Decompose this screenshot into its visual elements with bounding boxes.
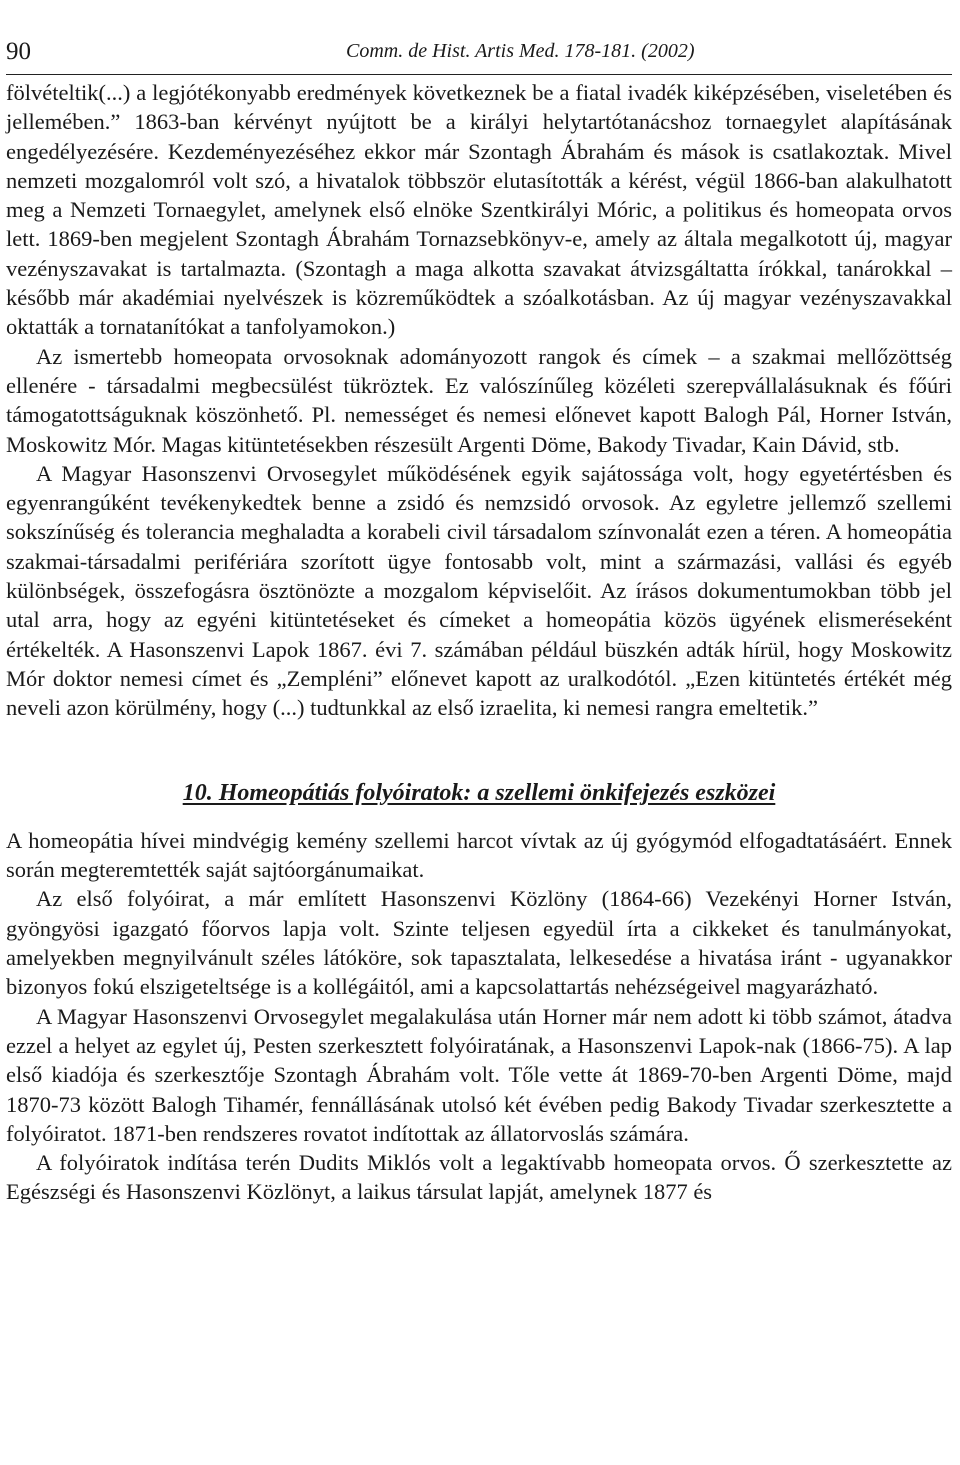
section-heading: 10. Homeopátiás folyóiratok: a szellemi önkifejezés eszközei (182, 779, 776, 806)
paragraph: Az ismertebb homeopata orvosoknak adományozott rangok és címek – a szakmai mellőzöttség ellenére - társadalmi megbecsülést tükröztek. Ez valószínűleg közéleti szerepvállalásuknak és főúri támogatottságuknak köszönhető. Pl. nemességet és nemesi előnevet kapott Balogh Pál, Horner István, Moskowitz Mór. Magas kitüntetésekben részesült Argenti Döme, Bakody Tivadar, Kain Dávid, stb. (6, 343, 952, 457)
body-text (6, 78, 952, 1207)
paragraph: fölvételtik(...) a legjótékonyabb eredmények következnek be a fiatal ivadék kiképzésében, viseletében és jellemében.” 1863-ban kérvényt nyújtott be a királyi helytartótanácshoz tornaegylet alapításának engedélyezésére. Kezdeményezéséhez ekkor már Szontagh Ábrahám és mások is csatlakoztak. Mivel nemzeti mozgalomról volt szó, a hivatalok többször elutasították a kérést, végül 1866-ban alakulhatott meg a Nemzeti Tornaegylet, amelynek első elnöke Szentkirályi Móric, a politikus és homeopata orvos lett. 1869-ben megjelent Szontagh Ábrahám Tornazsebkönyv-e, amely az általa megalkotott új, magyar vezényszavakat is tartalmazta. (Szontagh a maga alkotta szavakat átvizsgáltatta írókkal, tanárokkal – később már akadémiai nyelvészek is közreműködtek a szóalkotásban. Az új magyar vezényszavakkal oktatták a tornatanítókat a tanfolyamokon.) (6, 80, 952, 340)
document-page (6, 0, 952, 1465)
page-number: 90 (6, 38, 31, 65)
paragraph: Az első folyóirat, a már említett Hasonszenvi Közlöny (1864-66) Vezekényi Horner István, gyöngyösi igazgató főorvos lapja volt. Szinte teljesen egyedül írta a cikkeket és tanulmányokat, amelyekben megnyilvánult széles látóköre, sok tapasztalata, lelkesedése a hivatása iránt - ugyanakkor bizonyos fokú elszigeteltsége is a kollégáitól, ami a kapcsolattartás nehézségeivel magyarázható. (6, 886, 952, 1000)
running-head: Comm. de Hist. Artis Med. 178-181. (2002) (346, 40, 695, 62)
paragraph: A folyóiratok indítása terén Dudits Miklós volt a legaktívabb homeopata orvos. Ő szerkesztette az Egészségi és Hasonszenvi Közlönyt, a laikus társulat lapját, amelynek 1877 és (6, 1150, 952, 1205)
paragraph: A homeopátia hívei mindvégig kemény szellemi harcot vívtak az új gyógymód elfogadtatásáért. Ennek során megteremtették saját sajtóorgánumaikat. (6, 827, 952, 883)
page-header (6, 38, 952, 75)
paragraph: A Magyar Hasonszenvi Orvosegylet működésének egyik sajátossága volt, hogy egyetértésben és egyenrangúként tevékenykedtek benne a zsidó és nemzsidó orvosok. Az egyletre jellemző szellemi sokszínűség és tolerancia meghaladta a korabeli civil társadalom színvonalát ezen a téren. A homeopátia szakmai-társadalmi perifériára szorított ügye fontosabb volt, mint a származási, vallási és egyéb különbségek, összefogásra ösztönözte a mozgalom képviselőit. Az írásos dokumentumokban több jel utal arra, hogy az egyéni kitüntetéseket és címeket a homeopátia közös ügyének elismeréseként értékelték. A Hasonszenvi Lapok 1867. évi 7. számában például büszkén adták hírül, hogy Moskowitz Mór doktor nemesi címet és „Zempléni” előnevet kapott az uralkodótól. „Ezen kitüntetés értékét még neveli azon körülmény, hogy (...) tudtunkkal az első izraelita, ki nemesi rangra emeltetik.” (6, 460, 952, 721)
paragraph: A Magyar Hasonszenvi Orvosegylet megalakulása után Horner már nem adott ki több számot, átadva ezzel a helyet az egylet új, Pesten szerkesztett folyóiratának, a Hasonszenvi Lapok-nak (1866-75). A lap első kiadója és szerkesztője Szontagh Ábrahám volt. Tőle vette át 1869-70-ben Argenti Döme, majd 1870-73 között Balogh Tihamér, fennállásának utolsó két évében pedig Bakody Tivadar szerkesztette a folyóiratot. 1871-ben rendszeres rovatot indítottak az állatorvoslás számára. (6, 1003, 952, 1146)
